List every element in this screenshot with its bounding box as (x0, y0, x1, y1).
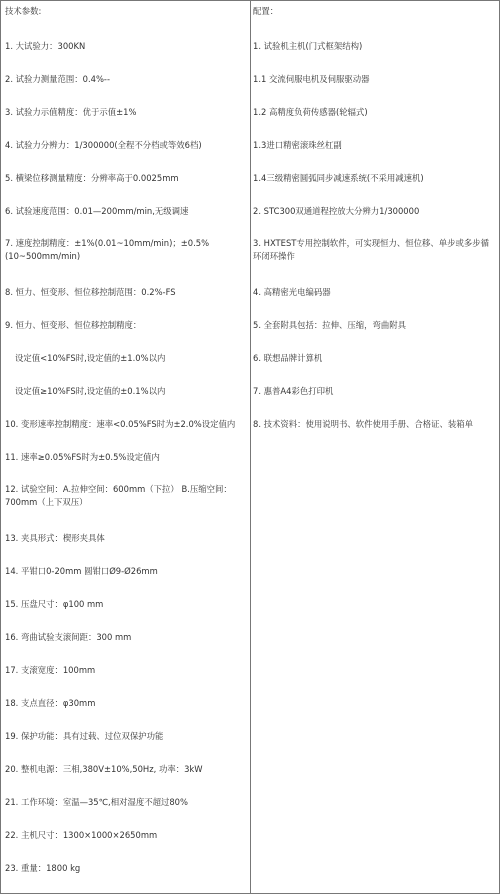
param-item: 9. 恒力、恒变形、恒位移控制精度： (5, 320, 142, 330)
param-item: 23. 重量：1800 kg (5, 863, 81, 873)
config-item: 1.2 高精度负荷传感器(轮辐式) (253, 107, 368, 117)
configuration-header: 配置： (253, 6, 279, 16)
param-item: 2. 试验力测量范围：0.4%-- (5, 74, 110, 84)
config-item: 5. 全套附具包括：拉伸、压缩，弯曲附具 (253, 320, 407, 330)
config-item: 1. 试验机主机(门式框架结构) (253, 41, 363, 51)
param-item: 20. 整机电源：三相,380V±10%,50Hz, 功率：3kW (5, 764, 203, 774)
param-item: 19. 保护功能：具有过载、过位双保护功能 (5, 731, 164, 741)
config-item: 3. HXTEST专用控制软件，可实现恒力、恒位移、单步或多步循环闭环操作 (253, 238, 490, 261)
param-item: 1. 大试验力：300KN (5, 41, 86, 51)
param-subitem: 设定值<10%FS时,设定值的±1.0%以内 (15, 353, 166, 363)
param-item: 8. 恒力、恒变形、恒位移控制范围：0.2%-FS (5, 287, 176, 297)
config-item: 4. 高精密光电编码器 (253, 287, 331, 297)
param-item: 22. 主机尺寸：1300×1000×2650mm (5, 830, 158, 840)
param-subitem: 设定值≥10%FS时,设定值的±0.1%以内 (15, 386, 166, 396)
param-item: 16. 弯曲试验支滚间距：300 mm (5, 632, 132, 642)
param-item: 3. 试验力示值精度：优于示值±1% (5, 107, 137, 117)
config-item: 2. STC300双通道程控放大分辨力1/300000 (253, 206, 420, 216)
param-item: 13. 夹具形式：楔形夹具体 (5, 533, 105, 543)
param-item: 12. 试验空间：A.拉伸空间：600mm（下拉） B.压缩空间：700mm（上下双压） (5, 484, 232, 507)
param-item: 6. 试验速度范围：0.01—200mm/min,无级调速 (5, 206, 189, 216)
param-item: 14. 平钳口0-20mm 圆钳口Ø9-Ø26mm (5, 566, 158, 576)
param-item: 15. 压盘尺寸：φ100 mm (5, 599, 104, 609)
param-item: 21. 工作环境：室温—35℃,相对湿度不超过80% (5, 797, 188, 807)
param-item: 4. 试验力分辨力：1/300000(全程不分档或等效6档) (5, 140, 202, 150)
config-item: 1.3进口精密滚珠丝杠副 (253, 140, 342, 150)
param-item: 11. 速率≥0.05%FS时为±0.5%设定值内 (5, 452, 160, 462)
param-item: 10. 变形速率控制精度：速率<0.05%FS时为±2.0%设定值内 (5, 419, 236, 429)
config-item: 7. 惠普A4彩色打印机 (253, 386, 334, 396)
config-item: 1.1 交流伺服电机及伺服驱动器 (253, 74, 370, 84)
tech-params-header: 技术参数: (5, 6, 42, 16)
config-item: 8. 技术资料：使用说明书、软件使用手册、合格证、装箱单 (253, 419, 474, 429)
configuration-column (251, 1, 499, 893)
config-item: 6. 联想品牌计算机 (253, 353, 323, 363)
config-item: 1.4三级精密圆弧同步减速系统(不采用减速机) (253, 173, 424, 183)
technical-parameters-column (1, 1, 251, 893)
param-item: 18. 支点直径：φ30mm (5, 698, 96, 708)
param-item: 7. 速度控制精度：±1%(0.01~10mm/min)；±0.5%(10~500mm/min) (5, 238, 210, 261)
param-item: 17. 支滚宽度：100mm (5, 665, 96, 675)
param-item: 5. 横梁位移测量精度：分辨率高于0.0025mm (5, 173, 179, 183)
